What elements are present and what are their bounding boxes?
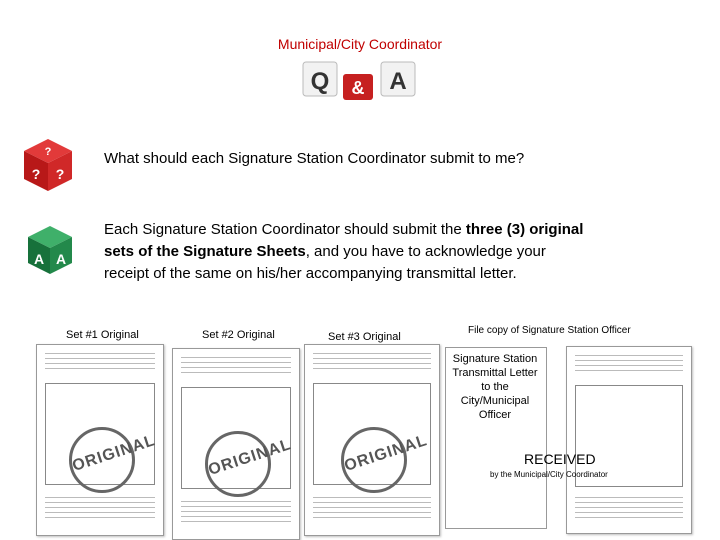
svg-text:?: ? (31, 166, 41, 182)
qa-logo (301, 58, 417, 104)
signature-sheet-set-3 (304, 344, 440, 536)
received-stamp: RECEIVED (524, 451, 596, 467)
svg-text:A: A (55, 251, 67, 267)
file-copy-sheet (566, 346, 692, 534)
page-title: Municipal/City Coordinator (277, 36, 443, 52)
answer-part-1: Each Signature Station Coordinator should submit the (104, 221, 466, 238)
question-dice-icon (18, 135, 78, 195)
logo-a: A (389, 68, 407, 95)
answer-dice-icon (22, 222, 78, 278)
transmittal-text: Signature Station Transmittal Letter to the City/Municipal Officer (452, 353, 538, 421)
caption-set-3: Set #3 Original (328, 331, 401, 343)
svg-text:?: ? (44, 146, 52, 158)
original-stamp-2: ORIGINAL (206, 436, 294, 479)
answer-bold: three (3) original sets of the Signature Sheets (104, 221, 584, 260)
original-stamp-3: ORIGINAL (342, 432, 430, 475)
signature-sheet-set-2 (172, 348, 300, 540)
logo-q: Q (310, 68, 330, 95)
caption-set-1: Set #1 Original (66, 329, 139, 341)
answer-text (104, 219, 584, 285)
logo-amp: & (351, 78, 365, 98)
received-by-text: by the Municipal/City Coordinator (490, 470, 608, 479)
signature-sheet-set-1 (36, 344, 164, 536)
svg-text:?: ? (55, 166, 65, 182)
original-stamp-1: ORIGINAL (70, 432, 158, 475)
svg-text:A: A (33, 251, 45, 267)
answer-part-2: , and you have to acknowledge your receipt of the same on his/her accompanying transmittal letter. (104, 243, 546, 282)
caption-set-2: Set #2 Original (202, 329, 275, 341)
question-text: What should each Signature Station Coordinator submit to me? (104, 150, 525, 167)
caption-file-copy: File copy of Signature Station Officer (468, 325, 631, 336)
